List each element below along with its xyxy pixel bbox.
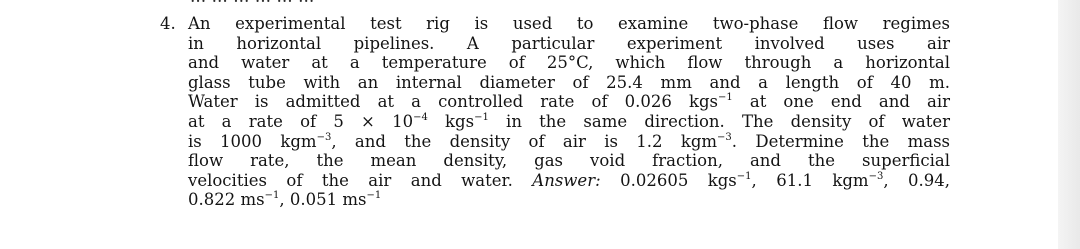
- problem-body: [188, 14, 950, 210]
- problem-line-5: Water is admitted at a controlled rate of 0.026 kgs$^{-1}$ at one end and air: [188, 92, 951, 112]
- problem-line-10: 0.822 $ms^{-1}$, 0.051 $ms^{-1}$: [188, 190, 382, 210]
- problem-line-4: glass tube with an internal diameter of 25.4 mm and a length of 40 m.: [188, 72, 950, 92]
- problem-line-6: at a rate of $5 \times 10^{-4}$ kgs$^{-1}$ in the same direction. The density of water: [188, 111, 950, 131]
- problem-line-3: and water at a temperature of 25°C, which flow through a horizontal: [188, 53, 950, 73]
- cut-off-header-text: [190, 0, 950, 7]
- problem-number: 4.: [160, 14, 176, 33]
- problem-line-9: velocities of the air and water. Answer: 0.02605 kgs$^{-1}$, 61.1 kgm$^{-3}$, 0.94,: [188, 170, 950, 190]
- problem-line-7: is 1000 kgm$^{-3}$, and the density of air is 1.2 kgm$^{-3}$. Determine the mass: [188, 131, 951, 151]
- problem-line-8: flow rate, the mean density, gas void fraction, and the superficial: [188, 151, 950, 171]
- answer-label: Answer:: [532, 170, 601, 190]
- problem-4: [160, 14, 960, 210]
- problem-line-2: in horizontal pipelines. A particular experiment involved uses air: [188, 33, 950, 53]
- problem-line-1: An experimental test rig is used to examine two-phase flow regimes: [188, 14, 950, 33]
- page-edge-shadow: [1058, 0, 1080, 249]
